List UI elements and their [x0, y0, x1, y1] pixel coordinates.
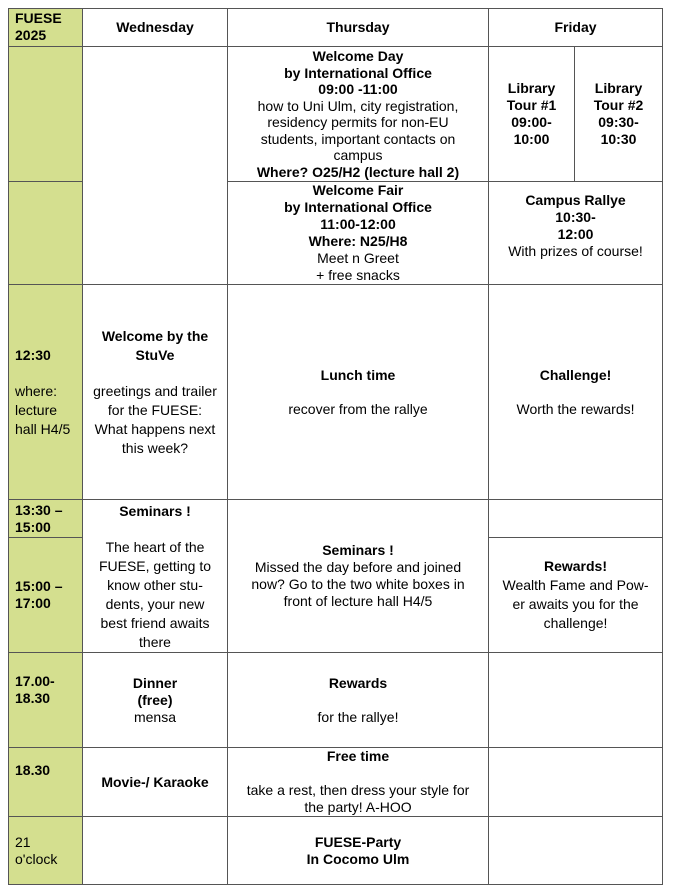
day-header-thursday: Thursday — [228, 9, 489, 47]
welcome-fair-desc: Meet n Greet — [317, 250, 399, 266]
library-tour-2-number: Tour #2 — [593, 97, 644, 113]
free-time-cell — [228, 748, 489, 817]
welcome-fair-location: Where: N25/H8 — [308, 233, 408, 249]
library-tour-1-cell — [489, 47, 575, 182]
wednesday-empty-cell — [83, 817, 228, 885]
free-time-title: Free time — [326, 748, 390, 764]
header-row — [9, 9, 663, 47]
campus-rallye-end: 12:00 — [557, 226, 594, 242]
dinner-cell — [83, 653, 228, 748]
time-cell — [9, 285, 83, 500]
time-label: 18.30 — [15, 762, 51, 778]
dinner-title: Dinner — [132, 674, 178, 691]
time-location: where: — [15, 382, 58, 399]
library-tour-2-title: Library — [594, 80, 643, 96]
time-label: 17:00 — [15, 595, 51, 611]
time-cell — [9, 538, 83, 653]
seminars-desc: best friend awaits — [100, 615, 210, 631]
friday-empty-cell — [489, 653, 663, 748]
challenge-desc: Worth the rewards! — [516, 400, 635, 417]
welcome-fair-organizer: by International Office — [284, 199, 432, 215]
schedule-row — [9, 748, 663, 817]
free-time-desc: take a rest, then dress your style for — [246, 782, 470, 798]
welcome-stuve-desc: this week? — [121, 439, 189, 456]
welcome-fair-title: Welcome Fair — [312, 182, 404, 198]
time-cell — [9, 748, 83, 817]
time-cell — [9, 653, 83, 748]
welcome-fair-cell — [228, 182, 489, 285]
lunch-desc: recover from the rallye — [288, 400, 428, 417]
welcome-day-location: Where? O25/H2 (lecture hall 2) — [256, 163, 460, 180]
dinner-note: (free) — [137, 691, 173, 708]
rewards-title: Rewards! — [543, 558, 608, 574]
corner-year: 2025 — [15, 27, 47, 43]
time-label: 17.00- — [15, 673, 55, 689]
welcome-day-cell — [228, 47, 489, 182]
welcome-fair-time: 11:00-12:00 — [320, 216, 396, 232]
rewards-desc: Wealth Fame and Pow- — [502, 577, 649, 593]
party-cell — [228, 817, 489, 885]
friday-empty-cell — [489, 817, 663, 885]
corner-cell — [9, 9, 83, 47]
time-location: hall H4/5 — [15, 420, 71, 437]
lunch-title: Lunch time — [320, 366, 396, 383]
lunch-cell — [228, 285, 489, 500]
free-time-desc: the party! A-HOO — [304, 799, 412, 815]
wednesday-morning-cell — [83, 47, 228, 285]
rewards-desc: challenge! — [543, 615, 608, 631]
library-tour-2-start: 09:30- — [598, 114, 639, 130]
welcome-stuve-desc: What happens next — [94, 420, 216, 437]
time-label: o'clock — [15, 850, 58, 867]
time-location: lecture — [15, 401, 58, 418]
seminars-desc: The heart of the — [105, 539, 205, 555]
library-tour-1-end: 10:00 — [513, 131, 550, 147]
party-title: FUESE-Party — [314, 833, 402, 850]
library-tour-1-title: Library — [507, 80, 556, 96]
thursday-rewards-cell — [228, 653, 489, 748]
welcome-day-time: 09:00 -11:00 — [318, 81, 398, 97]
corner-title: FUESE — [15, 10, 62, 26]
rewards-title: Rewards — [328, 674, 388, 691]
welcome-stuve-desc: greetings and trailer — [93, 382, 217, 399]
challenge-cell — [489, 285, 663, 500]
time-label: 18.30 — [15, 690, 51, 706]
welcome-fair-desc: + free snacks — [316, 267, 400, 283]
campus-rallye-note: With prizes of course! — [508, 243, 643, 259]
movie-karaoke-cell: Movie-/ Karaoke — [83, 748, 228, 817]
library-tour-2-cell — [575, 47, 663, 182]
seminars-desc: now? Go to the two white boxes in — [251, 576, 465, 592]
seminars-title: Seminars ! — [119, 503, 191, 519]
schedule-row — [9, 653, 663, 748]
rewards-desc: er awaits you for the — [512, 596, 639, 612]
welcome-day-desc: campus — [333, 147, 383, 163]
campus-rallye-cell — [489, 182, 663, 285]
campus-rallye-start: 10:30- — [555, 209, 596, 225]
library-tour-1-start: 09:00- — [511, 114, 552, 130]
seminars-desc: Missed the day before and joined — [254, 559, 462, 575]
seminars-desc: dents, your new — [105, 596, 205, 612]
library-tour-1-number: Tour #1 — [506, 97, 557, 113]
party-location: In Cocomo Ulm — [306, 850, 410, 867]
day-header-wednesday: Wednesday — [83, 9, 228, 47]
time-label: 15:00 — [15, 518, 51, 535]
time-cell — [9, 500, 83, 538]
schedule-row — [9, 817, 663, 885]
campus-rallye-title: Campus Rallye — [525, 192, 626, 208]
welcome-day-title: Welcome Day — [312, 48, 404, 64]
time-label: 15:00 – — [15, 578, 63, 594]
welcome-stuve-title: StuVe — [135, 346, 175, 363]
wednesday-seminars-cell — [83, 500, 228, 653]
seminars-desc: know other stu- — [107, 577, 203, 593]
challenge-title: Challenge! — [539, 366, 612, 383]
thursday-seminars-cell — [228, 500, 489, 653]
welcome-day-desc: students, important contacts on — [260, 130, 456, 147]
time-cell — [9, 47, 83, 182]
welcome-stuve-cell — [83, 285, 228, 500]
library-tour-2-end: 10:30 — [600, 131, 637, 147]
time-label: 12:30 — [15, 346, 51, 363]
friday-empty-cell — [489, 748, 663, 817]
time-cell — [9, 817, 83, 885]
seminars-title: Seminars ! — [322, 542, 394, 558]
schedule-row — [9, 500, 663, 538]
welcome-day-organizer: by International Office — [284, 64, 432, 81]
welcome-day-desc: residency permits for non-EU — [267, 114, 449, 130]
dinner-location: mensa — [133, 708, 177, 725]
seminars-desc: there — [139, 634, 171, 650]
friday-empty-cell — [489, 500, 663, 538]
seminars-desc: FUESE, getting to — [98, 558, 212, 574]
time-label: 21 — [15, 833, 31, 850]
schedule-table — [8, 8, 663, 885]
friday-rewards-cell — [489, 538, 663, 653]
time-cell — [9, 182, 83, 285]
schedule-row — [9, 47, 663, 182]
day-header-friday: Friday — [489, 9, 663, 47]
schedule-row — [9, 285, 663, 500]
seminars-desc: front of lecture hall H4/5 — [283, 593, 433, 609]
welcome-stuve-title: Welcome by the — [101, 327, 209, 344]
welcome-stuve-desc: for the FUESE: — [107, 401, 203, 418]
welcome-day-desc: how to Uni Ulm, city registration, — [257, 97, 459, 114]
time-label: 13:30 – — [15, 501, 63, 518]
rewards-desc: for the rallye! — [317, 708, 399, 725]
